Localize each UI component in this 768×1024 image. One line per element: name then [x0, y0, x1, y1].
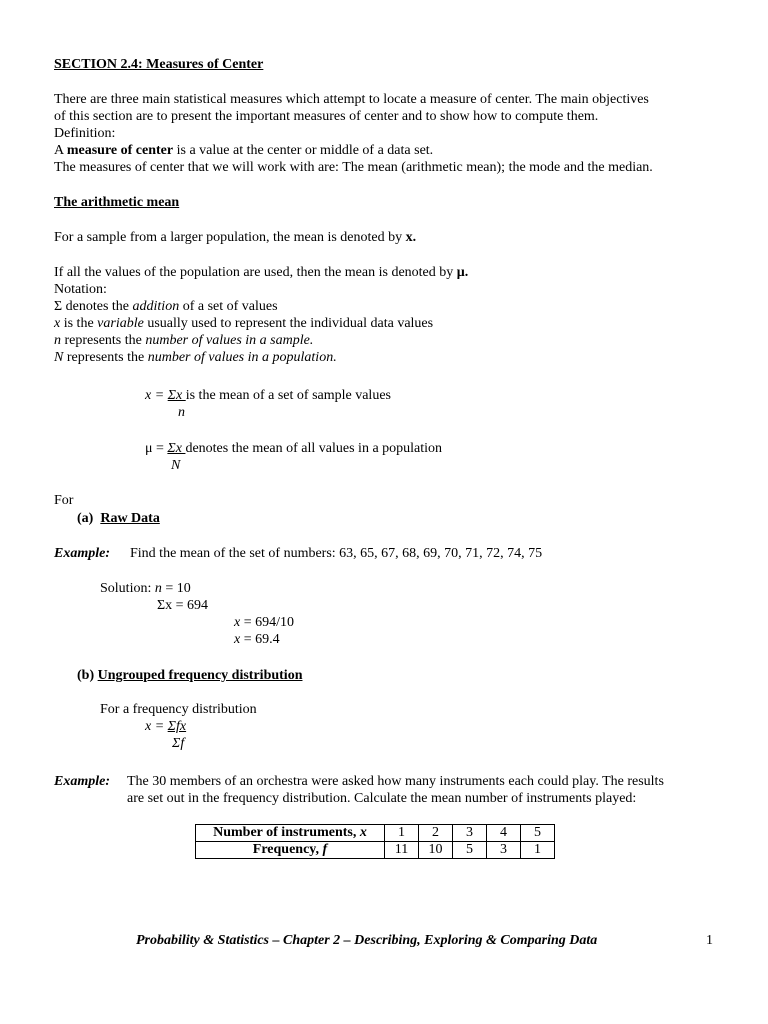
example-label: Example: [54, 546, 110, 561]
population-mean-formula [145, 440, 442, 457]
notation-label: Notation: [54, 282, 107, 297]
formula-lhs: x = [145, 719, 168, 734]
x-term: variable [97, 316, 144, 331]
notation-x [54, 315, 714, 332]
header-symbol: x [359, 825, 367, 840]
x-symbol: x [234, 615, 241, 630]
solution-n-value: = 10 [161, 581, 191, 596]
example-text: Find the mean of the set of numbers: 63, 65, 67, 68, 69, 70, 71, 72, 74, 75 [130, 546, 543, 561]
N-symbol: N [54, 350, 64, 365]
section-title: SECTION 2.4: Measures of Center [54, 57, 264, 72]
sample-mean-text: For a sample from a larger population, the mean is denoted by [54, 230, 406, 245]
n-symbol: n [154, 581, 162, 596]
table-cell: 5 [521, 825, 555, 842]
frequency-intro: For a frequency distribution [100, 702, 257, 717]
N-text: represents the [63, 350, 148, 365]
n-symbol: n [54, 333, 61, 348]
x-text: is the [60, 316, 98, 331]
page-number: 1 [706, 933, 713, 948]
formula-numerator: Σfx [167, 719, 187, 734]
definition-line [54, 142, 714, 159]
formula-denominator: Σf [172, 736, 185, 751]
table-cell: 1 [521, 842, 555, 859]
table-cell: 3 [453, 825, 487, 842]
definition-suffix: is a value at the center or middle of a data set. [173, 143, 434, 158]
header-symbol: f [322, 842, 328, 857]
header-label: Number of instruments, [213, 825, 360, 840]
header-label: Frequency, [252, 842, 323, 857]
table-cell: 2 [419, 825, 453, 842]
solution-n [100, 580, 191, 597]
table-row [196, 842, 555, 859]
table-header-cell [196, 825, 385, 842]
frequency-formula [145, 718, 186, 735]
ungrouped-title: Ungrouped frequency distribution [97, 668, 303, 683]
formula-lhs: μ = [145, 441, 168, 456]
n-term: number of values in a sample. [145, 333, 314, 348]
formula-denominator: N [171, 458, 181, 473]
formula-numerator: Σx [167, 441, 186, 456]
example-label: Example: [54, 774, 110, 789]
sample-mean-formula [145, 387, 391, 404]
solution-step2 [234, 631, 280, 648]
notation-sigma [54, 298, 714, 315]
formula-lhs: x = [145, 388, 168, 403]
table-cell: 4 [487, 825, 521, 842]
table-cell: 5 [453, 842, 487, 859]
intro-line: There are three main statistical measures which attempt to locate a measure of center. The main objectives [54, 92, 649, 107]
sigma-text: denotes the [62, 299, 133, 314]
notation-N [54, 349, 714, 366]
solution-step1 [234, 614, 294, 631]
ungrouped-heading [77, 667, 302, 684]
notation-n [54, 332, 714, 349]
frequency-table [195, 824, 555, 859]
table-cell: 3 [487, 842, 521, 859]
solution-sum: Σx = 694 [157, 598, 209, 613]
sample-mean-sentence [54, 229, 416, 246]
formula-numerator: Σx [167, 388, 186, 403]
sigma-term: addition [132, 299, 180, 314]
example-text: The 30 members of an orchestra were asked how many instruments each could play. The results [127, 774, 664, 789]
x-text-end: usually used to represent the individual data values [143, 316, 434, 331]
sigma-symbol: Σ [54, 299, 63, 314]
table-cell: 11 [385, 842, 419, 859]
table-header-cell [196, 842, 385, 859]
formula-description: denotes the mean of all values in a population [185, 441, 443, 456]
ungrouped-label: (b) [77, 668, 95, 683]
definition-label: Definition: [54, 126, 116, 141]
notation-block [54, 264, 714, 366]
example-text: are set out in the frequency distribution. Calculate the mean number of instruments played: [127, 791, 637, 806]
raw-data-title: Raw Data [100, 511, 160, 526]
intro-line: of this section are to present the important measures of center and to show how to compute them. [54, 109, 599, 124]
population-mean-text: If all the values of the population are used, then the mean is denoted by [54, 265, 457, 280]
for-label: For [54, 493, 74, 508]
sample-mean-symbol: x. [405, 230, 417, 245]
x-symbol: x [234, 632, 241, 647]
table-cell: 10 [419, 842, 453, 859]
definition-prefix: A [54, 143, 67, 158]
solution-step1-value: = 694/10 [240, 615, 295, 630]
formula-description: is the mean of a set of sample values [185, 388, 391, 403]
table-row [196, 825, 555, 842]
page-footer: Probability & Statistics – Chapter 2 – Describing, Exploring & Comparing Data [136, 933, 598, 948]
intro-paragraph [54, 91, 714, 176]
N-term: number of values in a population. [147, 350, 337, 365]
raw-data-heading [77, 510, 160, 527]
mean-heading: The arithmetic mean [54, 195, 180, 210]
formula-denominator: n [178, 405, 185, 420]
solution-step2-value: = 69.4 [240, 632, 280, 647]
raw-data-label: (a) [77, 511, 94, 526]
population-mean-symbol: μ. [456, 265, 469, 280]
population-mean-sentence [54, 264, 714, 281]
x-symbol: x [54, 316, 61, 331]
n-text: represents the [61, 333, 146, 348]
definition-term: measure of center [66, 143, 174, 158]
intro-line: The measures of center that we will work with are: The mean (arithmetic mean); the mode and the median. [54, 160, 653, 175]
solution-prefix: Solution: [100, 581, 155, 596]
sigma-text-end: of a set of values [179, 299, 278, 314]
table-cell: 1 [385, 825, 419, 842]
